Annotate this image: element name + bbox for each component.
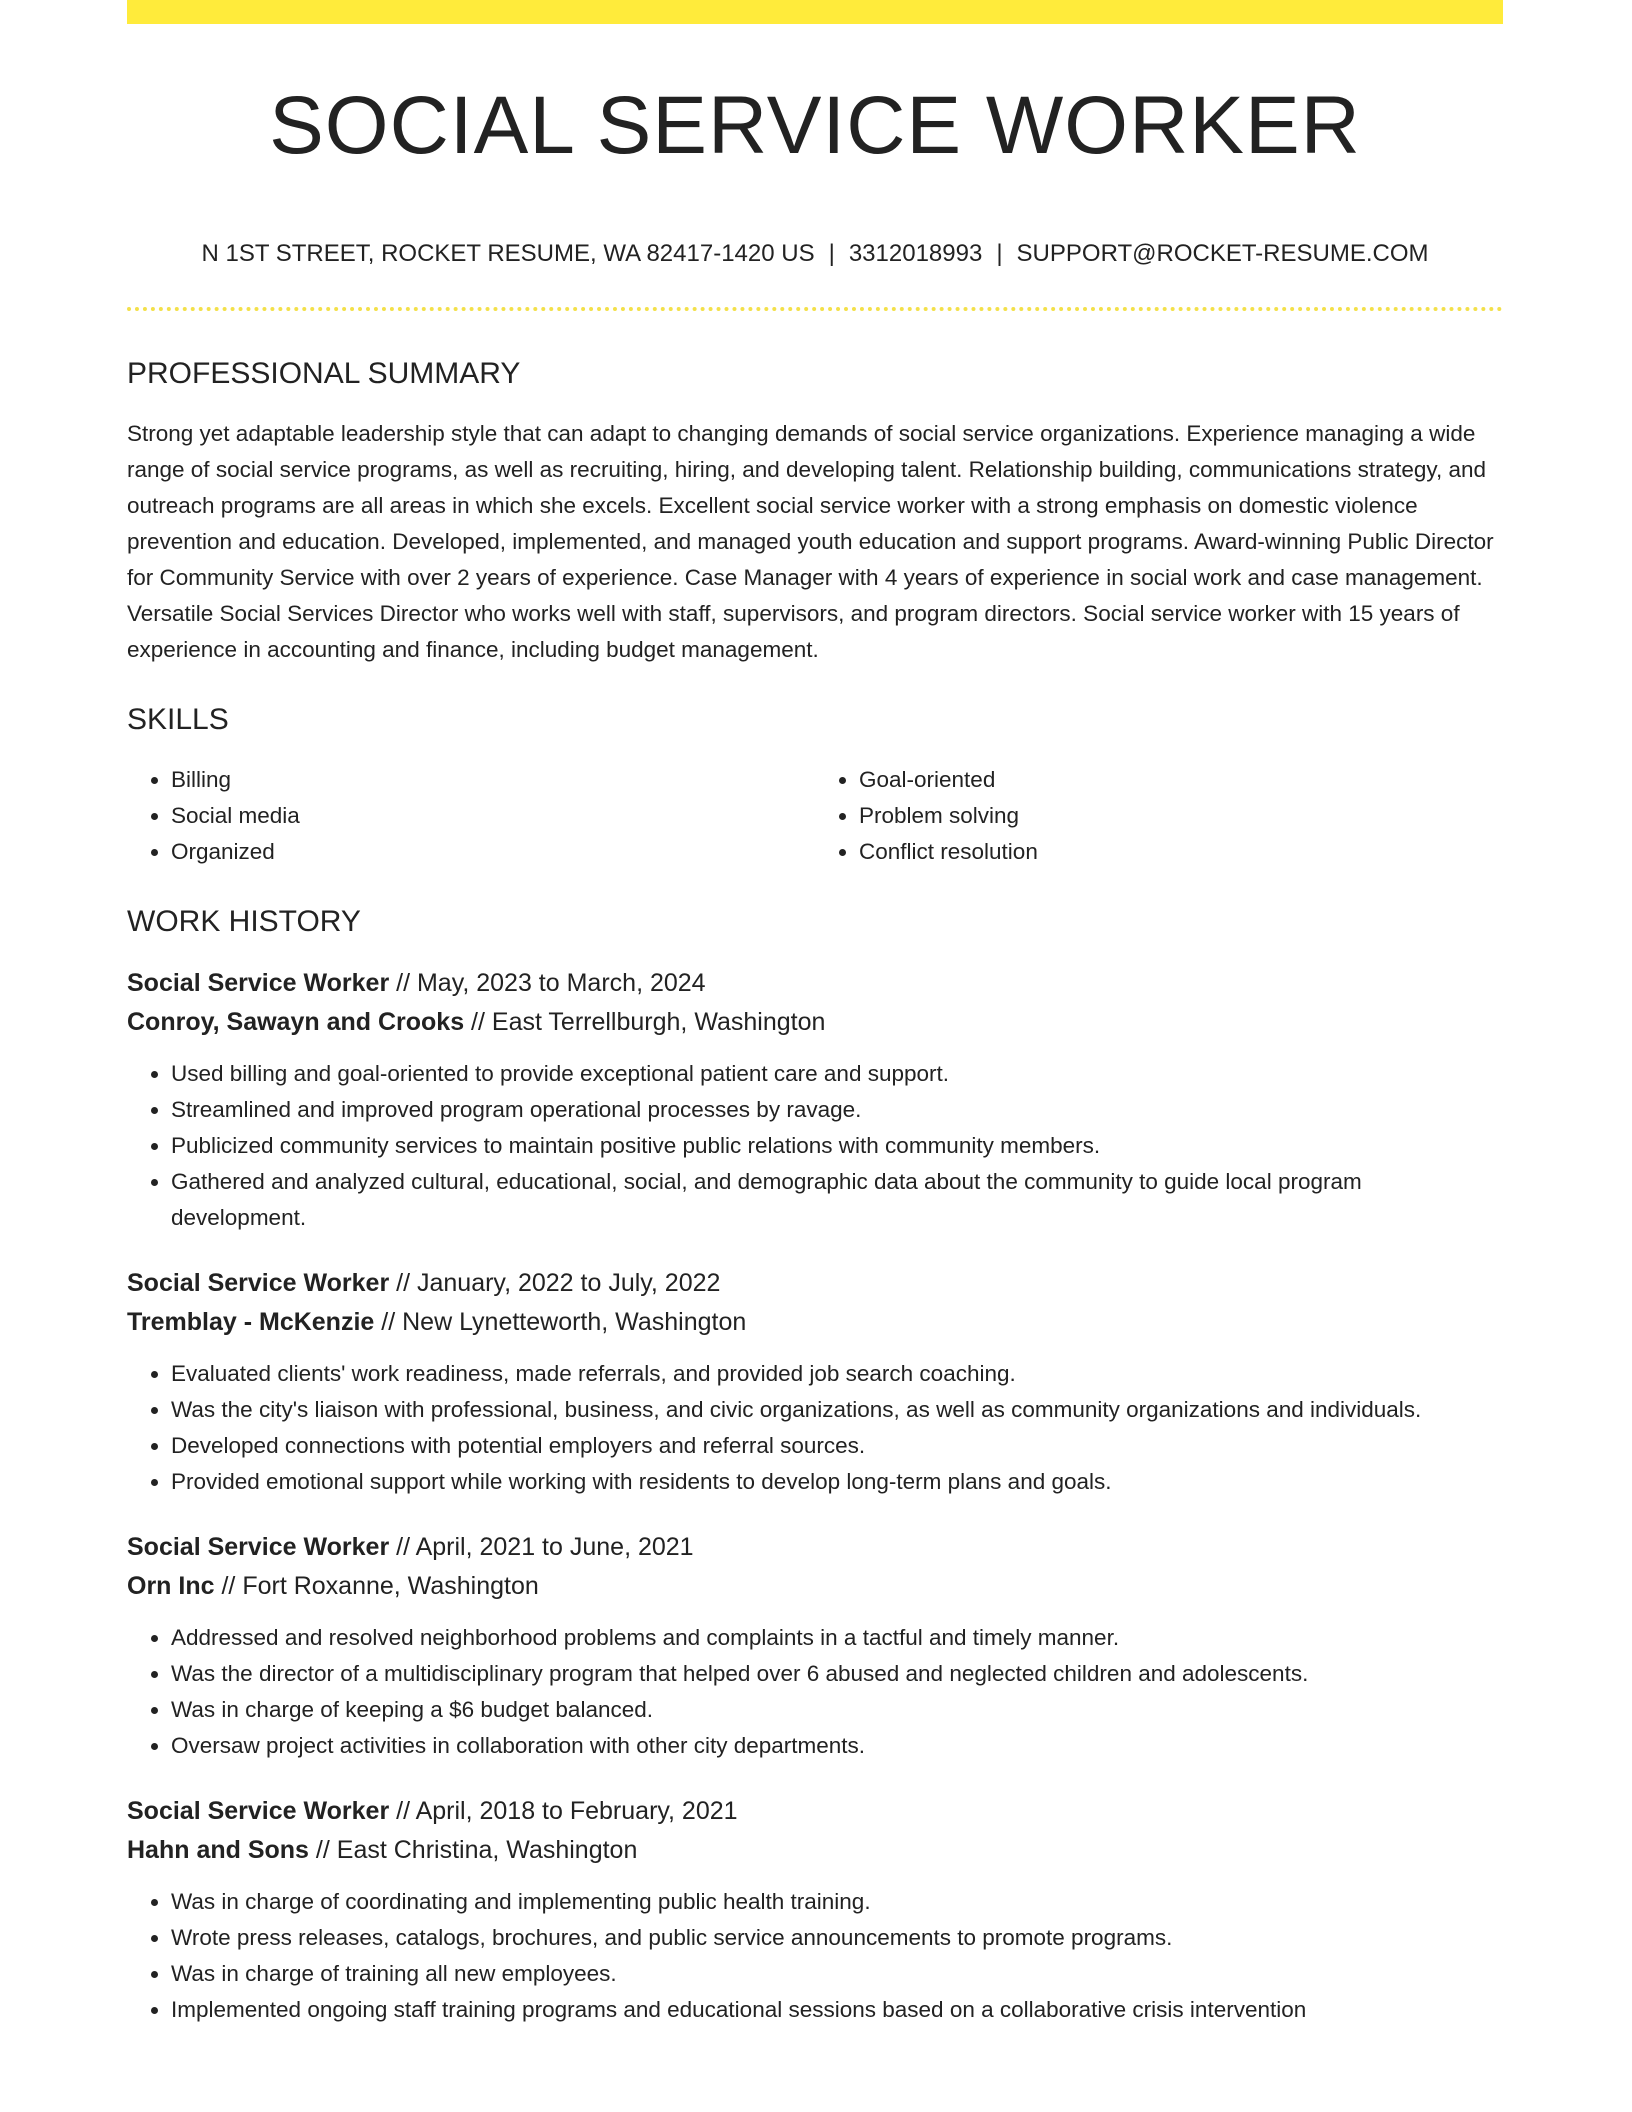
resume-title: SOCIAL SERVICE WORKER (269, 80, 1361, 171)
skills-list-left (127, 762, 815, 870)
job-company-line (127, 1831, 1503, 1870)
summary-text: Strong yet adaptable leadership style that can adapt to changing demands of social service organizations. Experience managing a wide range of social service programs, as well as recruiting, hiring, and developing talent. Relationship building, communications strategy, and outreach programs are all areas in which she excels. Excellent social service worker with a strong emphasis on domestic violence prevention and education. Developed, implemented, and managed youth education and support programs. Award-winning Public Director for Community Service with over 2 years of experience. Case Manager with 4 years of experience in social work and case management. Versatile Social Services Director who works well with staff, supervisors, and program directors. Social service worker with 15 years of experience in accounting and finance, including budget management. (127, 421, 1494, 662)
job-dates: April, 2021 to June, 2021 (415, 1533, 694, 1561)
job-entry (127, 1528, 1503, 1764)
skill-item: • Goal-oriented (859, 762, 1503, 798)
date-separator: // (389, 969, 417, 997)
job-bullet: • Was the city's liaison with professional, business, and civic organizations, as well as community organizations and individuals. (171, 1392, 1503, 1428)
contact-address: N 1ST STREET, ROCKET RESUME, WA 82417-1420 US (201, 240, 815, 267)
contact-phone: 3312018993 (848, 240, 983, 267)
skill-item: • Billing (171, 762, 815, 798)
job-bullet: • Gathered and analyzed cultural, educational, social, and demographic data about the community to guide local program development. (171, 1164, 1503, 1236)
location-separator: // (214, 1572, 243, 1600)
location-separator: // (374, 1308, 403, 1336)
job-bullets (127, 1884, 1503, 2028)
job-title: Social Service Worker (127, 1533, 390, 1561)
job-title-line (127, 964, 1503, 1003)
job-company: Tremblay - McKenzie (127, 1308, 375, 1336)
location-separator: // (464, 1008, 492, 1036)
job-bullet: • Was the director of a multidisciplinary program that helped over 6 abused and neglected children and adolescents. (171, 1656, 1503, 1692)
job-entry (127, 1792, 1503, 2028)
skill-item: • Problem solving (859, 798, 1503, 834)
dotted-divider (127, 307, 1503, 311)
job-bullet: • Developed connections with potential employers and referral sources. (171, 1428, 1503, 1464)
job-title: Social Service Worker (127, 1797, 390, 1825)
job-location: East Terrellburgh, Washington (491, 1008, 826, 1036)
resume-body (127, 352, 1503, 2056)
job-bullet: • Was in charge of keeping a $6 budget balanced. (171, 1692, 1503, 1728)
job-dates: May, 2023 to March, 2024 (416, 969, 706, 997)
job-bullet: • Wrote press releases, catalogs, brochures, and public service announcements to promote programs. (171, 1920, 1503, 1956)
job-bullet: • Streamlined and improved program operational processes by ravage. (171, 1092, 1503, 1128)
job-title: Social Service Worker (127, 1269, 390, 1297)
date-separator: // (389, 1797, 416, 1825)
job-bullets (127, 1620, 1503, 1764)
accent-bar (127, 0, 1503, 24)
job-bullet: • Publicized community services to maintain positive public relations with community members. (171, 1128, 1503, 1164)
job-title-line (127, 1528, 1503, 1567)
job-location: Fort Roxanne, Washington (242, 1572, 539, 1600)
contact-line (127, 238, 1503, 270)
job-bullet: • Was in charge of training all new employees. (171, 1956, 1503, 1992)
job-bullets (127, 1356, 1503, 1500)
skills-heading: SKILLS (127, 703, 229, 736)
summary-heading: PROFESSIONAL SUMMARY (127, 357, 521, 390)
skill-item: • Organized (171, 834, 815, 870)
contact-email: SUPPORT@ROCKET-RESUME.COM (1016, 240, 1429, 267)
job-title-line (127, 1792, 1503, 1831)
job-dates: January, 2022 to July, 2022 (416, 1269, 721, 1297)
job-company: Orn Inc (127, 1572, 215, 1600)
job-bullet: • Was in charge of coordinating and implementing public health training. (171, 1884, 1503, 1920)
job-location: New Lynetteworth, Washington (402, 1308, 747, 1336)
job-bullet: • Provided emotional support while working with residents to develop long-term plans and goals. (171, 1464, 1503, 1500)
job-title-line (127, 1264, 1503, 1303)
skills-section (127, 698, 1503, 870)
work-history-section (127, 900, 1503, 2028)
job-dates: April, 2018 to February, 2021 (415, 1797, 738, 1825)
contact-separator: | (996, 240, 1003, 267)
location-separator: // (308, 1836, 337, 1864)
job-bullet: • Implemented ongoing staff training programs and educational sessions based on a collaborative crisis intervention (171, 1992, 1503, 2028)
skills-columns (127, 762, 1503, 870)
skills-list-right (815, 762, 1503, 870)
date-separator: // (389, 1533, 416, 1561)
job-company-line (127, 1303, 1503, 1342)
job-bullets (127, 1056, 1503, 1236)
job-entry (127, 1264, 1503, 1500)
job-location: East Christina, Washington (336, 1836, 638, 1864)
job-bullet: • Oversaw project activities in collaboration with other city departments. (171, 1728, 1503, 1764)
summary-section (127, 352, 1503, 668)
job-bullet: • Addressed and resolved neighborhood problems and complaints in a tactful and timely manner. (171, 1620, 1503, 1656)
job-title: Social Service Worker (127, 969, 390, 997)
job-company-line (127, 1003, 1503, 1042)
job-entry (127, 964, 1503, 1236)
work-history-heading: WORK HISTORY (127, 905, 361, 938)
job-company-line (127, 1567, 1503, 1606)
skill-item: • Conflict resolution (859, 834, 1503, 870)
job-bullet: • Used billing and goal-oriented to provide exceptional patient care and support. (171, 1056, 1503, 1092)
contact-separator: | (828, 240, 835, 267)
job-company: Conroy, Sawayn and Crooks (127, 1008, 465, 1036)
skill-item: • Social media (171, 798, 815, 834)
job-bullet: • Evaluated clients' work readiness, made referrals, and provided job search coaching. (171, 1356, 1503, 1392)
job-company: Hahn and Sons (127, 1836, 309, 1864)
date-separator: // (389, 1269, 417, 1297)
